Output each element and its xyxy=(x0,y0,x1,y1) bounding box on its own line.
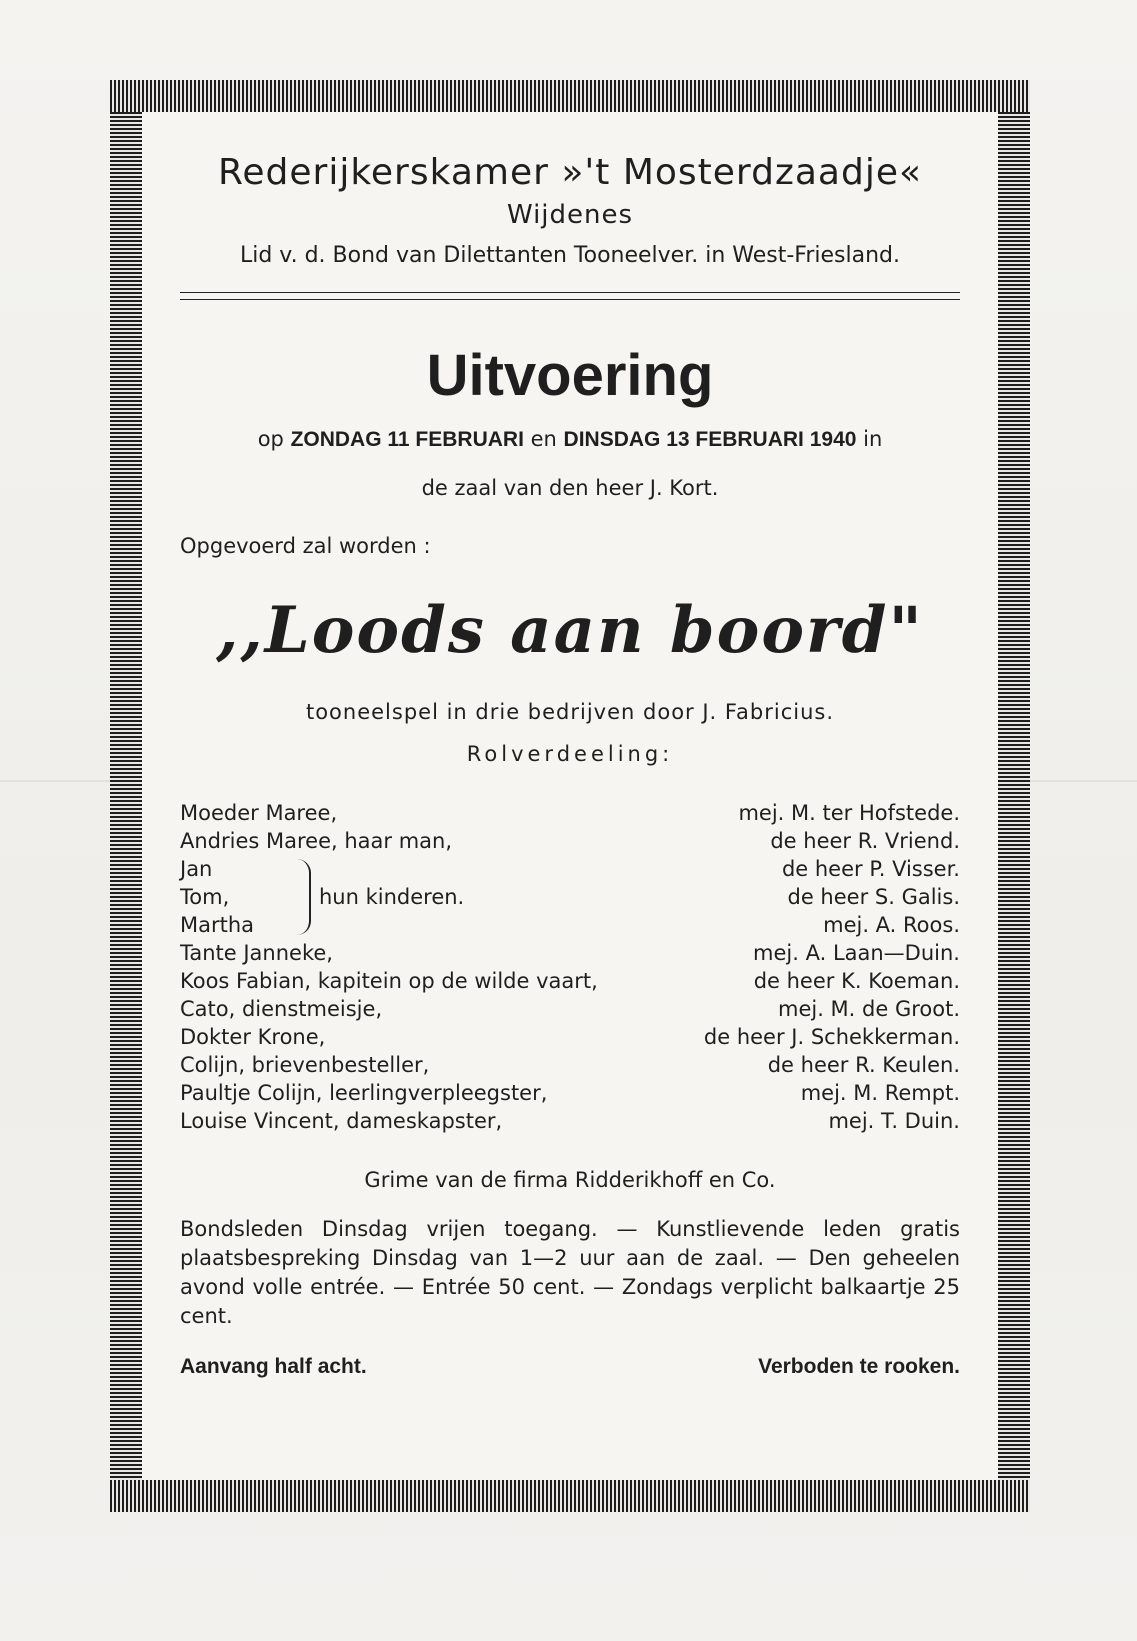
cast-role: Koos Fabian, kapitein op de wilde vaart, xyxy=(180,969,598,993)
cast-role: Paultje Colijn, leerlingverpleegster, xyxy=(180,1081,548,1105)
frame-border-left xyxy=(110,112,142,1480)
cast-row xyxy=(180,1023,960,1051)
cast-heading: Rolverdeeling: xyxy=(466,742,674,766)
cast-row xyxy=(180,967,960,995)
cast-row xyxy=(180,1079,960,1107)
cast-list xyxy=(180,799,960,1135)
cast-actor: mej. A. Roos. xyxy=(823,913,960,937)
cast-actor: mej. M. ter Hofstede. xyxy=(738,801,960,825)
cast-row xyxy=(180,799,960,827)
cast-role: Martha xyxy=(180,913,255,937)
frame-border-top xyxy=(110,80,1030,112)
cast-role: Dokter Krone, xyxy=(180,1025,326,1049)
society-name: Rederijkerskamer »'t Mosterdzaadje« xyxy=(217,152,922,193)
performance-dates xyxy=(180,424,960,455)
cast-role: Moeder Maree, xyxy=(180,801,338,825)
programme-content xyxy=(180,150,960,1379)
makeup-credit: Grime van de firma Ridderikhoff en Co. xyxy=(364,1168,776,1192)
cast-row xyxy=(180,1107,960,1135)
curly-brace xyxy=(295,859,311,935)
children-actors xyxy=(782,855,960,939)
start-time-note: Aanvang half acht. xyxy=(180,1355,367,1378)
cast-actor: mej. T. Duin. xyxy=(828,1109,960,1133)
dates-prefix: op xyxy=(257,427,284,451)
town-name: Wijdenes xyxy=(506,200,634,230)
cast-row xyxy=(180,1051,960,1079)
cast-row xyxy=(180,939,960,967)
dates-conjunction: en xyxy=(530,427,557,451)
membership-line: Lid v. d. Bond van Dilettanten Tooneelver. in West-Friesland. xyxy=(239,243,901,268)
venue-line: de zaal van den heer J. Kort. xyxy=(421,476,719,500)
cast-row xyxy=(180,995,960,1023)
cast-actor: de heer R. Vriend. xyxy=(770,829,960,853)
admission-info: Bondsleden Dinsdag vrijen toegang. — Kunstlievende leden gratis plaatsbespreking Dinsdag van 1—2 uur aan de zaal. — Den geheelen avond volle entrée. — Entrée 50 cent. — Zondags verplicht balkaartje 25 cent. xyxy=(180,1217,960,1328)
cast-role: Tante Janneke, xyxy=(180,941,333,965)
no-smoking-note: Verboden te rooken. xyxy=(758,1355,960,1378)
double-rule-divider xyxy=(180,292,960,300)
cast-role: Louise Vincent, dameskapster, xyxy=(180,1109,503,1133)
cast-actor: de heer R. Keulen. xyxy=(767,1053,960,1077)
intro-line: Opgevoerd zal worden : xyxy=(180,534,431,558)
cast-actor: mej. M. Rempt. xyxy=(800,1081,960,1105)
frame-border-bottom xyxy=(110,1480,1030,1512)
cast-actor: mej. A. Laan—Duin. xyxy=(753,941,960,965)
children-group xyxy=(180,855,960,939)
cast-role: Tom, xyxy=(180,885,230,909)
dates-suffix: in xyxy=(863,427,883,451)
cast-actor: mej. M. de Groot. xyxy=(777,997,960,1021)
cast-actor: de heer J. Schekkerman. xyxy=(703,1025,960,1049)
date-tuesday: DINSDAG 13 FEBRUARI 1940 xyxy=(563,428,857,451)
cast-role: Colijn, brievenbesteller, xyxy=(180,1053,430,1077)
cast-role: Andries Maree, haar man, xyxy=(180,829,453,853)
footer-notes xyxy=(180,1355,960,1379)
children-roles xyxy=(180,855,295,939)
cast-row xyxy=(180,827,960,855)
cast-role: Cato, dienstmeisje, xyxy=(180,997,383,1021)
cast-actor: de heer K. Koeman. xyxy=(753,969,960,993)
date-sunday: ZONDAG 11 FEBRUARI xyxy=(290,428,524,451)
cast-role: Jan xyxy=(180,857,213,881)
frame-border-right xyxy=(998,112,1030,1480)
children-note: hun kinderen. xyxy=(319,885,465,909)
cast-actor: de heer P. Visser. xyxy=(781,857,960,881)
cast-actor: de heer S. Galis. xyxy=(787,885,960,909)
play-subtitle: tooneelspel in drie bedrijven door J. Fabricius. xyxy=(305,700,835,724)
performance-heading: Uitvoering xyxy=(426,343,714,408)
play-title: ,,Loods aan boord" xyxy=(216,593,924,668)
